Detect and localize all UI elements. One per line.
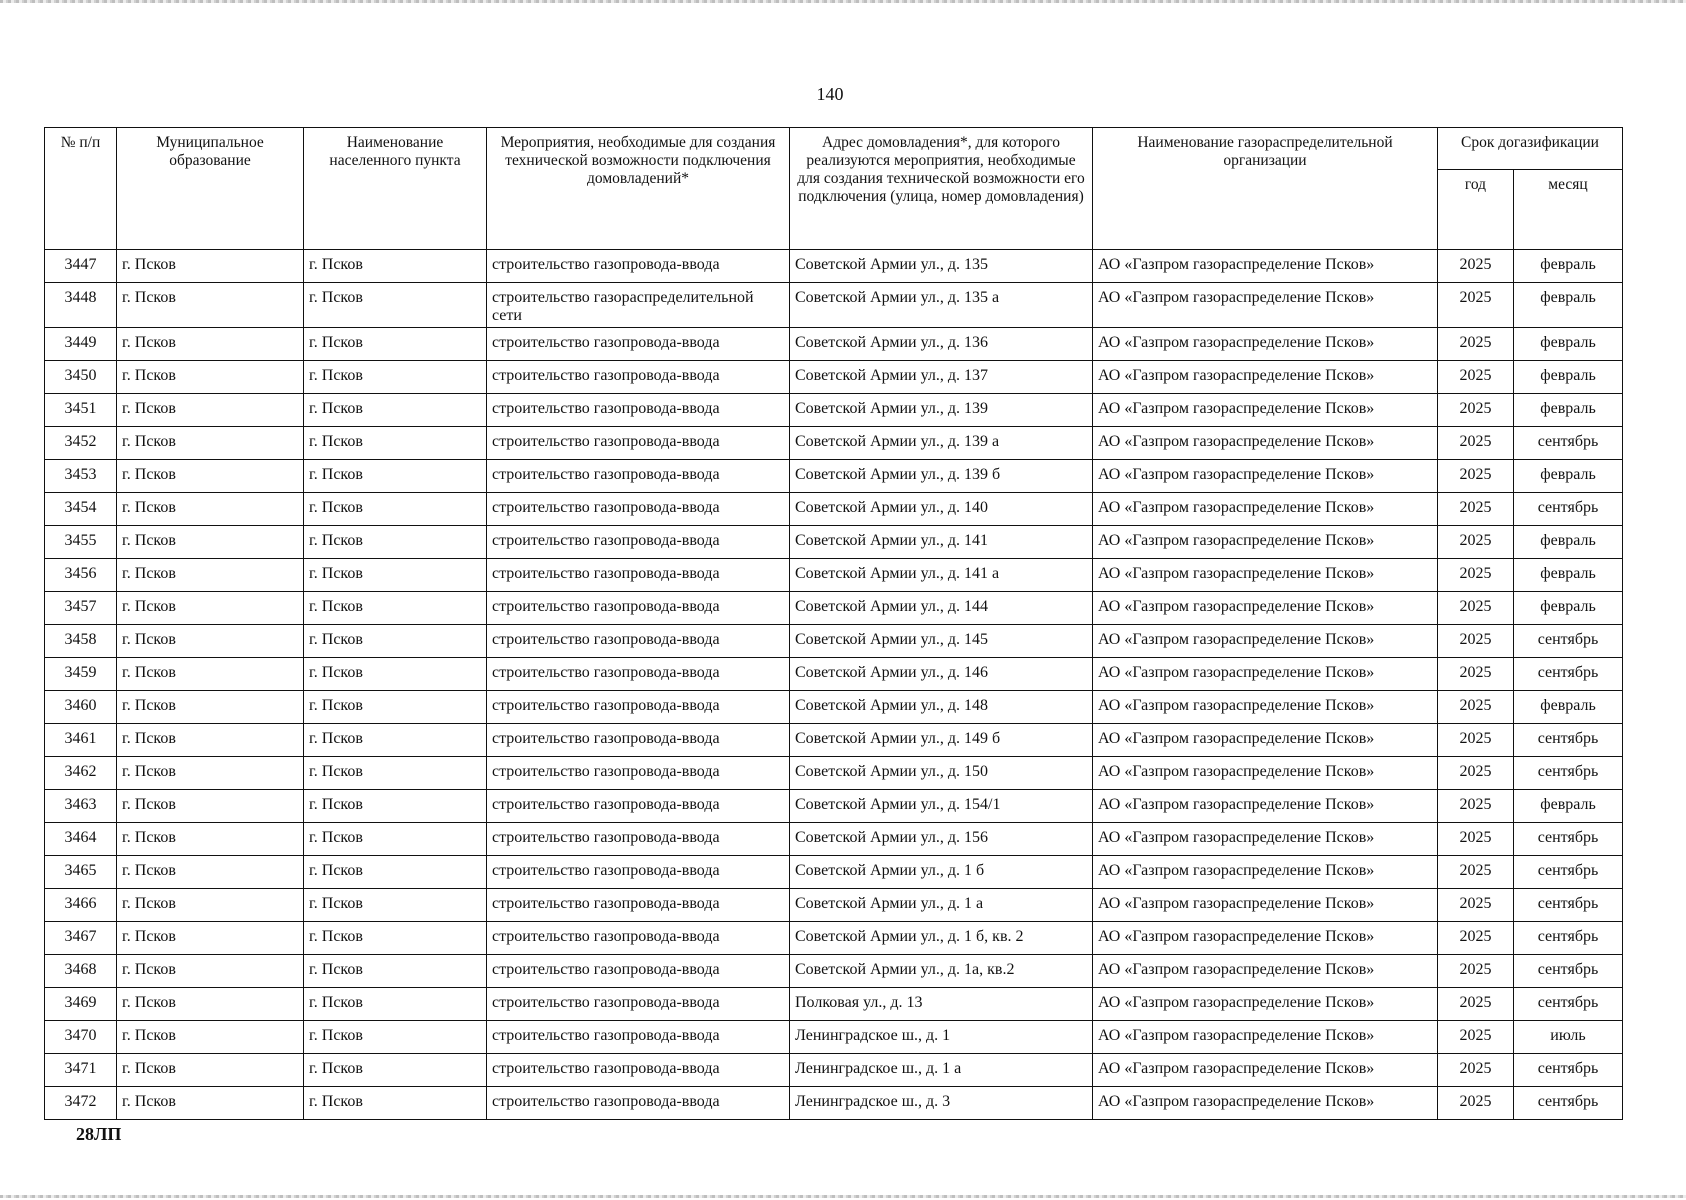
cell-year: 2025 — [1438, 625, 1514, 658]
cell-organization: АО «Газпром газораспределение Псков» — [1093, 1054, 1438, 1087]
cell-organization: АО «Газпром газораспределение Псков» — [1093, 658, 1438, 691]
cell-municipality: г. Псков — [117, 1054, 304, 1087]
cell-address: Советской Армии ул., д. 135 — [790, 250, 1093, 283]
cell-month: сентябрь — [1514, 493, 1623, 526]
cell-measure: строительство газораспределительной сети — [487, 283, 790, 328]
cell-address: Советской Армии ул., д. 135 а — [790, 283, 1093, 328]
cell-num: 3466 — [45, 889, 117, 922]
table-row — [45, 493, 1623, 526]
cell-organization: АО «Газпром газораспределение Псков» — [1093, 823, 1438, 856]
cell-organization: АО «Газпром газораспределение Псков» — [1093, 889, 1438, 922]
cell-month: сентябрь — [1514, 922, 1623, 955]
cell-measure: строительство газопровода-ввода — [487, 394, 790, 427]
cell-measure: строительство газопровода-ввода — [487, 988, 790, 1021]
cell-municipality: г. Псков — [117, 493, 304, 526]
cell-month: сентябрь — [1514, 823, 1623, 856]
cell-locality: г. Псков — [304, 691, 487, 724]
table-row — [45, 1054, 1623, 1087]
cell-year: 2025 — [1438, 691, 1514, 724]
cell-measure: строительство газопровода-ввода — [487, 922, 790, 955]
cell-locality: г. Псков — [304, 283, 487, 328]
header-address: Адрес домовладения*, для которого реализуются мероприятия, необходимые для создания технической возможности его подключения (улица, номер домовладения) — [790, 128, 1093, 250]
cell-organization: АО «Газпром газораспределение Псков» — [1093, 361, 1438, 394]
cell-num: 3456 — [45, 559, 117, 592]
cell-organization: АО «Газпром газораспределение Псков» — [1093, 328, 1438, 361]
cell-organization: АО «Газпром газораспределение Псков» — [1093, 460, 1438, 493]
cell-locality: г. Псков — [304, 526, 487, 559]
cell-organization: АО «Газпром газораспределение Псков» — [1093, 1021, 1438, 1054]
cell-month: сентябрь — [1514, 427, 1623, 460]
cell-year: 2025 — [1438, 559, 1514, 592]
cell-month: февраль — [1514, 526, 1623, 559]
table-row — [45, 460, 1623, 493]
cell-measure: строительство газопровода-ввода — [487, 955, 790, 988]
cell-municipality: г. Псков — [117, 955, 304, 988]
cell-year: 2025 — [1438, 1087, 1514, 1120]
cell-year: 2025 — [1438, 493, 1514, 526]
cell-measure: строительство газопровода-ввода — [487, 823, 790, 856]
cell-measure: строительство газопровода-ввода — [487, 361, 790, 394]
cell-address: Полковая ул., д. 13 — [790, 988, 1093, 1021]
cell-address: Советской Армии ул., д. 156 — [790, 823, 1093, 856]
scan-edge-bottom — [0, 1195, 1686, 1198]
cell-municipality: г. Псков — [117, 691, 304, 724]
cell-address: Ленинградское ш., д. 1 а — [790, 1054, 1093, 1087]
cell-year: 2025 — [1438, 988, 1514, 1021]
cell-month: февраль — [1514, 250, 1623, 283]
cell-address: Советской Армии ул., д. 136 — [790, 328, 1093, 361]
table-row — [45, 328, 1623, 361]
table-row — [45, 250, 1623, 283]
cell-locality: г. Псков — [304, 394, 487, 427]
cell-address: Советской Армии ул., д. 149 б — [790, 724, 1093, 757]
cell-locality: г. Псков — [304, 757, 487, 790]
cell-year: 2025 — [1438, 856, 1514, 889]
cell-address: Советской Армии ул., д. 139 б — [790, 460, 1093, 493]
cell-locality: г. Псков — [304, 559, 487, 592]
cell-municipality: г. Псков — [117, 790, 304, 823]
cell-num: 3451 — [45, 394, 117, 427]
cell-locality: г. Псков — [304, 1087, 487, 1120]
cell-locality: г. Псков — [304, 823, 487, 856]
cell-organization: АО «Газпром газораспределение Псков» — [1093, 427, 1438, 460]
cell-address: Советской Армии ул., д. 154/1 — [790, 790, 1093, 823]
cell-address: Советской Армии ул., д. 1 б, кв. 2 — [790, 922, 1093, 955]
cell-measure: строительство газопровода-ввода — [487, 724, 790, 757]
cell-measure: строительство газопровода-ввода — [487, 460, 790, 493]
cell-month: февраль — [1514, 394, 1623, 427]
cell-year: 2025 — [1438, 592, 1514, 625]
cell-locality: г. Псков — [304, 856, 487, 889]
cell-year: 2025 — [1438, 427, 1514, 460]
cell-locality: г. Псков — [304, 625, 487, 658]
cell-year: 2025 — [1438, 526, 1514, 559]
cell-address: Советской Армии ул., д. 1 а — [790, 889, 1093, 922]
cell-num: 3468 — [45, 955, 117, 988]
cell-num: 3461 — [45, 724, 117, 757]
cell-address: Советской Армии ул., д. 141 а — [790, 559, 1093, 592]
table-row — [45, 427, 1623, 460]
cell-measure: строительство газопровода-ввода — [487, 427, 790, 460]
cell-year: 2025 — [1438, 922, 1514, 955]
cell-locality: г. Псков — [304, 427, 487, 460]
cell-num: 3447 — [45, 250, 117, 283]
cell-month: февраль — [1514, 790, 1623, 823]
cell-organization: АО «Газпром газораспределение Псков» — [1093, 493, 1438, 526]
table-row — [45, 691, 1623, 724]
cell-measure: строительство газопровода-ввода — [487, 625, 790, 658]
table-row — [45, 361, 1623, 394]
cell-municipality: г. Псков — [117, 1087, 304, 1120]
cell-organization: АО «Газпром газораспределение Псков» — [1093, 625, 1438, 658]
cell-organization: АО «Газпром газораспределение Псков» — [1093, 988, 1438, 1021]
cell-address: Советской Армии ул., д. 146 — [790, 658, 1093, 691]
cell-year: 2025 — [1438, 283, 1514, 328]
cell-num: 3469 — [45, 988, 117, 1021]
table-row — [45, 394, 1623, 427]
cell-organization: АО «Газпром газораспределение Псков» — [1093, 955, 1438, 988]
cell-num: 3465 — [45, 856, 117, 889]
table-row — [45, 283, 1623, 328]
cell-municipality: г. Псков — [117, 394, 304, 427]
header-organization: Наименование газораспределительной организации — [1093, 128, 1438, 250]
scan-edge-top — [0, 0, 1686, 3]
cell-num: 3455 — [45, 526, 117, 559]
cell-address: Советской Армии ул., д. 1 б — [790, 856, 1093, 889]
table-body — [45, 250, 1623, 1120]
cell-month: февраль — [1514, 559, 1623, 592]
cell-year: 2025 — [1438, 658, 1514, 691]
cell-month: сентябрь — [1514, 1054, 1623, 1087]
cell-address: Советской Армии ул., д. 137 — [790, 361, 1093, 394]
cell-num: 3471 — [45, 1054, 117, 1087]
table-row — [45, 724, 1623, 757]
table-row — [45, 955, 1623, 988]
cell-municipality: г. Псков — [117, 922, 304, 955]
cell-locality: г. Псков — [304, 361, 487, 394]
cell-num: 3470 — [45, 1021, 117, 1054]
cell-address: Ленинградское ш., д. 1 — [790, 1021, 1093, 1054]
header-locality: Наименование населенного пункта — [304, 128, 487, 250]
table-row — [45, 592, 1623, 625]
cell-locality: г. Псков — [304, 955, 487, 988]
header-municipality: Муниципальное образование — [117, 128, 304, 250]
table-row — [45, 526, 1623, 559]
cell-year: 2025 — [1438, 757, 1514, 790]
cell-organization: АО «Газпром газораспределение Псков» — [1093, 592, 1438, 625]
cell-measure: строительство газопровода-ввода — [487, 1087, 790, 1120]
cell-num: 3452 — [45, 427, 117, 460]
header-deadline: Срок догазификации — [1438, 128, 1623, 170]
cell-municipality: г. Псков — [117, 988, 304, 1021]
cell-month: сентябрь — [1514, 889, 1623, 922]
cell-month: февраль — [1514, 328, 1623, 361]
cell-organization: АО «Газпром газораспределение Псков» — [1093, 922, 1438, 955]
cell-locality: г. Псков — [304, 592, 487, 625]
cell-measure: строительство газопровода-ввода — [487, 790, 790, 823]
cell-municipality: г. Псков — [117, 1021, 304, 1054]
cell-organization: АО «Газпром газораспределение Псков» — [1093, 394, 1438, 427]
cell-locality: г. Псков — [304, 460, 487, 493]
cell-address: Советской Армии ул., д. 139 а — [790, 427, 1093, 460]
cell-month: февраль — [1514, 592, 1623, 625]
cell-municipality: г. Псков — [117, 856, 304, 889]
cell-organization: АО «Газпром газораспределение Псков» — [1093, 790, 1438, 823]
cell-month: сентябрь — [1514, 658, 1623, 691]
header-year: год — [1438, 170, 1514, 250]
cell-organization: АО «Газпром газораспределение Псков» — [1093, 283, 1438, 328]
cell-measure: строительство газопровода-ввода — [487, 757, 790, 790]
cell-month: февраль — [1514, 283, 1623, 328]
cell-locality: г. Псков — [304, 922, 487, 955]
cell-organization: АО «Газпром газораспределение Псков» — [1093, 757, 1438, 790]
gasification-table — [44, 127, 1623, 1120]
cell-municipality: г. Псков — [117, 724, 304, 757]
cell-organization: АО «Газпром газораспределение Псков» — [1093, 526, 1438, 559]
cell-year: 2025 — [1438, 394, 1514, 427]
header-num: № п/п — [45, 128, 117, 250]
cell-locality: г. Псков — [304, 1021, 487, 1054]
table-row — [45, 625, 1623, 658]
cell-month: сентябрь — [1514, 856, 1623, 889]
cell-address: Советской Армии ул., д. 150 — [790, 757, 1093, 790]
cell-address: Советской Армии ул., д. 144 — [790, 592, 1093, 625]
cell-locality: г. Псков — [304, 658, 487, 691]
cell-locality: г. Псков — [304, 328, 487, 361]
cell-measure: строительство газопровода-ввода — [487, 691, 790, 724]
cell-locality: г. Псков — [304, 889, 487, 922]
cell-organization: АО «Газпром газораспределение Псков» — [1093, 691, 1438, 724]
cell-locality: г. Псков — [304, 790, 487, 823]
table-row — [45, 559, 1623, 592]
table-row — [45, 988, 1623, 1021]
cell-municipality: г. Псков — [117, 460, 304, 493]
cell-num: 3453 — [45, 460, 117, 493]
cell-month: сентябрь — [1514, 955, 1623, 988]
cell-measure: строительство газопровода-ввода — [487, 526, 790, 559]
cell-year: 2025 — [1438, 1021, 1514, 1054]
table-row — [45, 856, 1623, 889]
cell-municipality: г. Псков — [117, 823, 304, 856]
page-number: 140 — [816, 84, 844, 104]
footer-code: 28ЛП — [76, 1124, 122, 1144]
cell-month: сентябрь — [1514, 757, 1623, 790]
cell-municipality: г. Псков — [117, 283, 304, 328]
cell-locality: г. Псков — [304, 1054, 487, 1087]
cell-municipality: г. Псков — [117, 559, 304, 592]
cell-num: 3462 — [45, 757, 117, 790]
cell-measure: строительство газопровода-ввода — [487, 1054, 790, 1087]
cell-municipality: г. Псков — [117, 526, 304, 559]
header-month: месяц — [1514, 170, 1623, 250]
cell-month: сентябрь — [1514, 1087, 1623, 1120]
cell-organization: АО «Газпром газораспределение Псков» — [1093, 559, 1438, 592]
cell-measure: строительство газопровода-ввода — [487, 889, 790, 922]
table-row — [45, 1087, 1623, 1120]
cell-measure: строительство газопровода-ввода — [487, 493, 790, 526]
cell-year: 2025 — [1438, 724, 1514, 757]
table-row — [45, 823, 1623, 856]
cell-year: 2025 — [1438, 823, 1514, 856]
cell-month: сентябрь — [1514, 625, 1623, 658]
cell-num: 3454 — [45, 493, 117, 526]
cell-num: 3448 — [45, 283, 117, 328]
cell-num: 3458 — [45, 625, 117, 658]
cell-measure: строительство газопровода-ввода — [487, 658, 790, 691]
cell-measure: строительство газопровода-ввода — [487, 328, 790, 361]
cell-municipality: г. Псков — [117, 361, 304, 394]
cell-locality: г. Псков — [304, 250, 487, 283]
cell-num: 3457 — [45, 592, 117, 625]
cell-organization: АО «Газпром газораспределение Псков» — [1093, 724, 1438, 757]
cell-address: Советской Армии ул., д. 141 — [790, 526, 1093, 559]
cell-address: Ленинградское ш., д. 3 — [790, 1087, 1093, 1120]
cell-year: 2025 — [1438, 790, 1514, 823]
cell-year: 2025 — [1438, 250, 1514, 283]
table-row — [45, 757, 1623, 790]
cell-num: 3459 — [45, 658, 117, 691]
header-measures: Мероприятия, необходимые для создания технической возможности подключения домовладений* — [487, 128, 790, 250]
cell-year: 2025 — [1438, 955, 1514, 988]
cell-address: Советской Армии ул., д. 148 — [790, 691, 1093, 724]
cell-address: Советской Армии ул., д. 145 — [790, 625, 1093, 658]
cell-month: февраль — [1514, 361, 1623, 394]
cell-month: сентябрь — [1514, 988, 1623, 1021]
cell-address: Советской Армии ул., д. 139 — [790, 394, 1093, 427]
cell-address: Советской Армии ул., д. 1а, кв.2 — [790, 955, 1093, 988]
cell-municipality: г. Псков — [117, 328, 304, 361]
cell-month: февраль — [1514, 691, 1623, 724]
cell-measure: строительство газопровода-ввода — [487, 856, 790, 889]
cell-organization: АО «Газпром газораспределение Псков» — [1093, 1087, 1438, 1120]
cell-municipality: г. Псков — [117, 757, 304, 790]
cell-month: июль — [1514, 1021, 1623, 1054]
cell-measure: строительство газопровода-ввода — [487, 592, 790, 625]
table-row — [45, 658, 1623, 691]
cell-year: 2025 — [1438, 460, 1514, 493]
table-row — [45, 790, 1623, 823]
cell-num: 3463 — [45, 790, 117, 823]
table-header — [45, 128, 1623, 250]
cell-month: сентябрь — [1514, 724, 1623, 757]
cell-locality: г. Псков — [304, 988, 487, 1021]
table-row — [45, 1021, 1623, 1054]
cell-measure: строительство газопровода-ввода — [487, 559, 790, 592]
cell-year: 2025 — [1438, 328, 1514, 361]
cell-municipality: г. Псков — [117, 250, 304, 283]
cell-organization: АО «Газпром газораспределение Псков» — [1093, 856, 1438, 889]
cell-year: 2025 — [1438, 889, 1514, 922]
cell-num: 3460 — [45, 691, 117, 724]
cell-measure: строительство газопровода-ввода — [487, 250, 790, 283]
cell-municipality: г. Псков — [117, 658, 304, 691]
cell-municipality: г. Псков — [117, 427, 304, 460]
cell-locality: г. Псков — [304, 493, 487, 526]
cell-municipality: г. Псков — [117, 889, 304, 922]
cell-locality: г. Псков — [304, 724, 487, 757]
cell-num: 3467 — [45, 922, 117, 955]
cell-num: 3472 — [45, 1087, 117, 1120]
cell-month: февраль — [1514, 460, 1623, 493]
cell-municipality: г. Псков — [117, 625, 304, 658]
cell-organization: АО «Газпром газораспределение Псков» — [1093, 250, 1438, 283]
cell-year: 2025 — [1438, 361, 1514, 394]
cell-municipality: г. Псков — [117, 592, 304, 625]
cell-num: 3449 — [45, 328, 117, 361]
cell-measure: строительство газопровода-ввода — [487, 1021, 790, 1054]
table-row — [45, 889, 1623, 922]
cell-num: 3450 — [45, 361, 117, 394]
cell-num: 3464 — [45, 823, 117, 856]
cell-year: 2025 — [1438, 1054, 1514, 1087]
table-row — [45, 922, 1623, 955]
cell-address: Советской Армии ул., д. 140 — [790, 493, 1093, 526]
